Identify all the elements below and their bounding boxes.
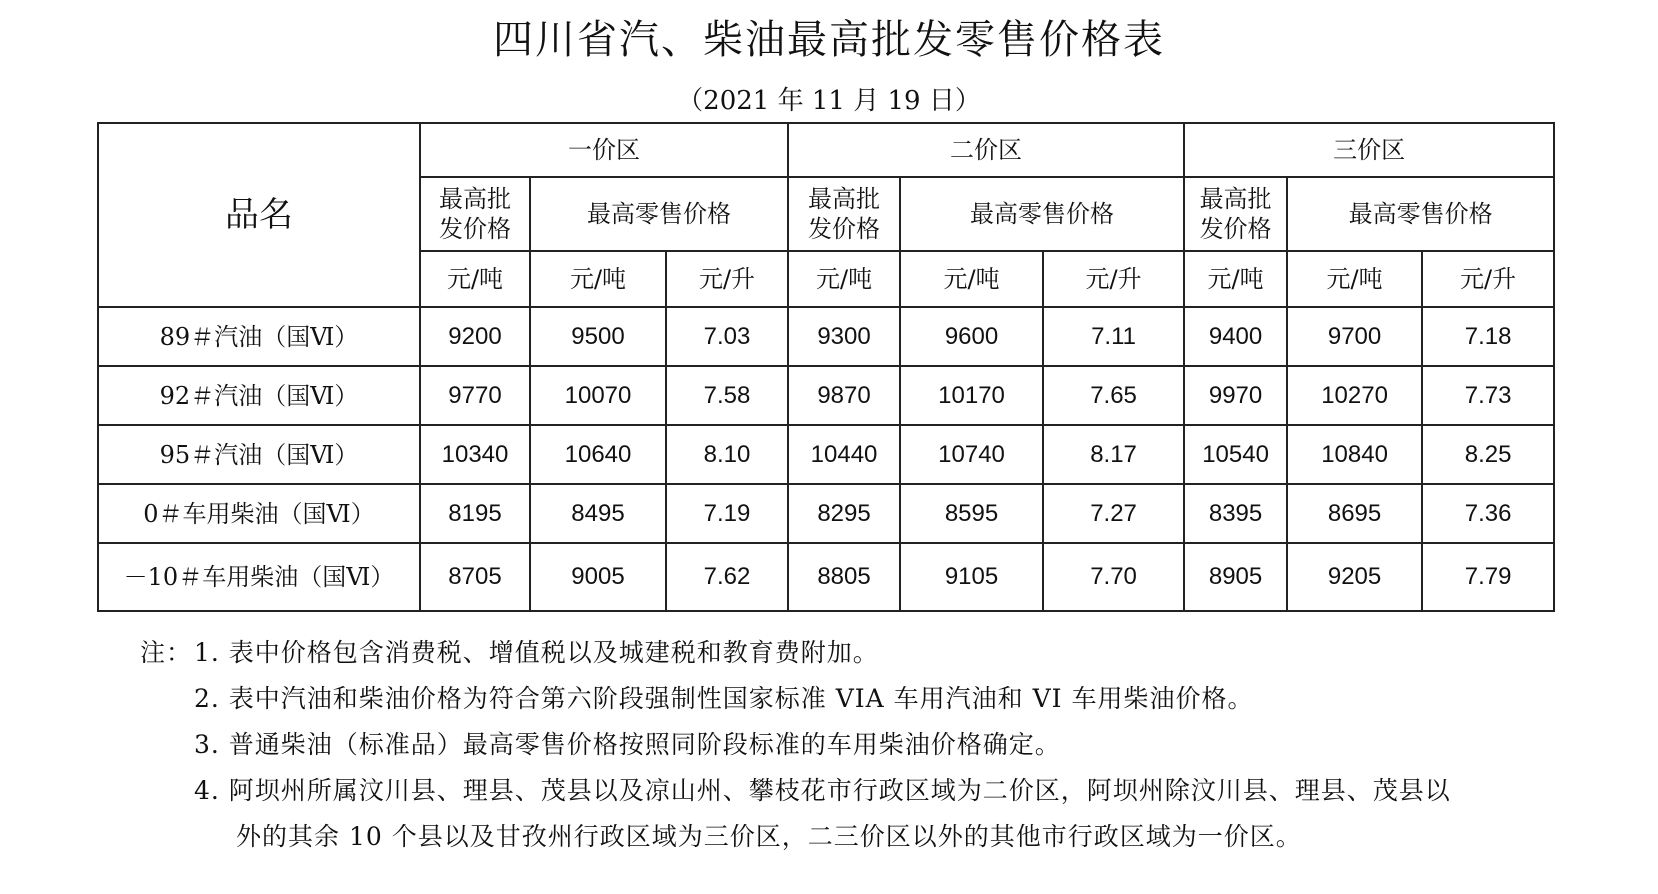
price-cell: 9700 (1287, 307, 1422, 366)
price-cell: 9500 (530, 307, 666, 366)
price-cell: 9400 (1184, 307, 1287, 366)
price-cell: 7.36 (1422, 484, 1554, 543)
note-text: 4. 阿坝州所属汶川县、理县、茂县以及凉山州、攀枝花市行政区域为二价区，阿坝州除汶川县、理县、茂县以 (194, 776, 1451, 805)
name-header: 品名 (98, 123, 420, 307)
price-cell: 7.79 (1422, 543, 1554, 611)
note-text: 3. 普通柴油（标准品）最高零售价格按照同阶段标准的车用柴油价格确定。 (194, 730, 1061, 759)
zone-1-retail-label: 最高零售价格 (530, 177, 788, 251)
price-cell: 8.25 (1422, 425, 1554, 484)
price-cell: 8495 (530, 484, 666, 543)
page-title: 四川省汽、柴油最高批发零售价格表 (493, 17, 1165, 63)
price-cell: 9205 (1287, 543, 1422, 611)
zone-2-wholesale-label: 最高批 发价格 (788, 177, 900, 251)
price-cell: 9870 (788, 366, 900, 425)
unit-liter: 元/升 (666, 251, 788, 307)
note-4-continuation: 外的其余 10 个县以及甘孜州行政区域为三价区，二三价区以外的其他市行政区域为一价区。 (236, 822, 1302, 851)
table-row (98, 425, 1554, 484)
product-name: 89＃汽油（国Ⅵ） (98, 307, 420, 366)
price-cell: 10840 (1287, 425, 1422, 484)
price-cell: 7.19 (666, 484, 788, 543)
price-cell: 7.18 (1422, 307, 1554, 366)
note-text: 2. 表中汽油和柴油价格为符合第六阶段强制性国家标准 VIA 车用汽油和 VI 车用柴油价格。 (194, 684, 1254, 713)
table-row (98, 307, 1554, 366)
price-cell: 7.62 (666, 543, 788, 611)
unit-ton: 元/吨 (530, 251, 666, 307)
price-cell: 8295 (788, 484, 900, 543)
price-cell: 9770 (420, 366, 530, 425)
price-cell: 10640 (530, 425, 666, 484)
unit-ton: 元/吨 (1287, 251, 1422, 307)
notes-label: 注： (140, 638, 193, 667)
price-cell: 8195 (420, 484, 530, 543)
table-row (98, 366, 1554, 425)
note-3 (140, 722, 1640, 768)
price-cell: 7.65 (1043, 366, 1184, 425)
zone-2-header: 二价区 (788, 123, 1184, 177)
note-4 (140, 768, 1640, 814)
zone-3-retail-label: 最高零售价格 (1287, 177, 1554, 251)
price-cell: 10170 (900, 366, 1043, 425)
unit-liter: 元/升 (1422, 251, 1554, 307)
price-cell: 7.58 (666, 366, 788, 425)
notes-section (140, 630, 1640, 860)
price-cell: 7.70 (1043, 543, 1184, 611)
product-name: 0＃车用柴油（国Ⅵ） (98, 484, 420, 543)
price-cell: 9005 (530, 543, 666, 611)
price-cell: 7.27 (1043, 484, 1184, 543)
price-cell: 7.73 (1422, 366, 1554, 425)
price-cell: 9600 (900, 307, 1043, 366)
price-cell: 8595 (900, 484, 1043, 543)
price-cell: 10070 (530, 366, 666, 425)
unit-ton: 元/吨 (900, 251, 1043, 307)
price-cell: 8905 (1184, 543, 1287, 611)
note-text: 1. 表中价格包含消费税、增值税以及城建税和教育费附加。 (194, 638, 879, 667)
price-cell: 7.11 (1043, 307, 1184, 366)
price-cell: 8695 (1287, 484, 1422, 543)
price-table (97, 122, 1555, 612)
price-cell: 10440 (788, 425, 900, 484)
price-cell: 9970 (1184, 366, 1287, 425)
price-cell: 7.03 (666, 307, 788, 366)
product-name: －10＃车用柴油（国Ⅵ） (98, 543, 420, 611)
price-cell: 8705 (420, 543, 530, 611)
zone-1-wholesale-label: 最高批 发价格 (420, 177, 530, 251)
price-cell: 8805 (788, 543, 900, 611)
note-2 (140, 676, 1640, 722)
product-name: 92＃汽油（国Ⅵ） (98, 366, 420, 425)
table-row (98, 484, 1554, 543)
unit-ton: 元/吨 (1184, 251, 1287, 307)
product-name: 95＃汽油（国Ⅵ） (98, 425, 420, 484)
price-cell: 10340 (420, 425, 530, 484)
price-cell: 9300 (788, 307, 900, 366)
unit-ton: 元/吨 (788, 251, 900, 307)
price-cell: 9200 (420, 307, 530, 366)
table-row (98, 543, 1554, 611)
unit-liter: 元/升 (1043, 251, 1184, 307)
price-cell: 8395 (1184, 484, 1287, 543)
zone-3-header: 三价区 (1184, 123, 1554, 177)
price-cell: 8.17 (1043, 425, 1184, 484)
price-cell: 10740 (900, 425, 1043, 484)
price-cell: 10540 (1184, 425, 1287, 484)
zone-1-header: 一价区 (420, 123, 788, 177)
unit-ton: 元/吨 (420, 251, 530, 307)
date-line: （2021 年 11 月 19 日） (677, 86, 981, 116)
zone-3-wholesale-label: 最高批 发价格 (1184, 177, 1287, 251)
zone-2-retail-label: 最高零售价格 (900, 177, 1184, 251)
price-cell: 9105 (900, 543, 1043, 611)
price-cell: 8.10 (666, 425, 788, 484)
note-1 (140, 630, 1640, 676)
price-cell: 10270 (1287, 366, 1422, 425)
